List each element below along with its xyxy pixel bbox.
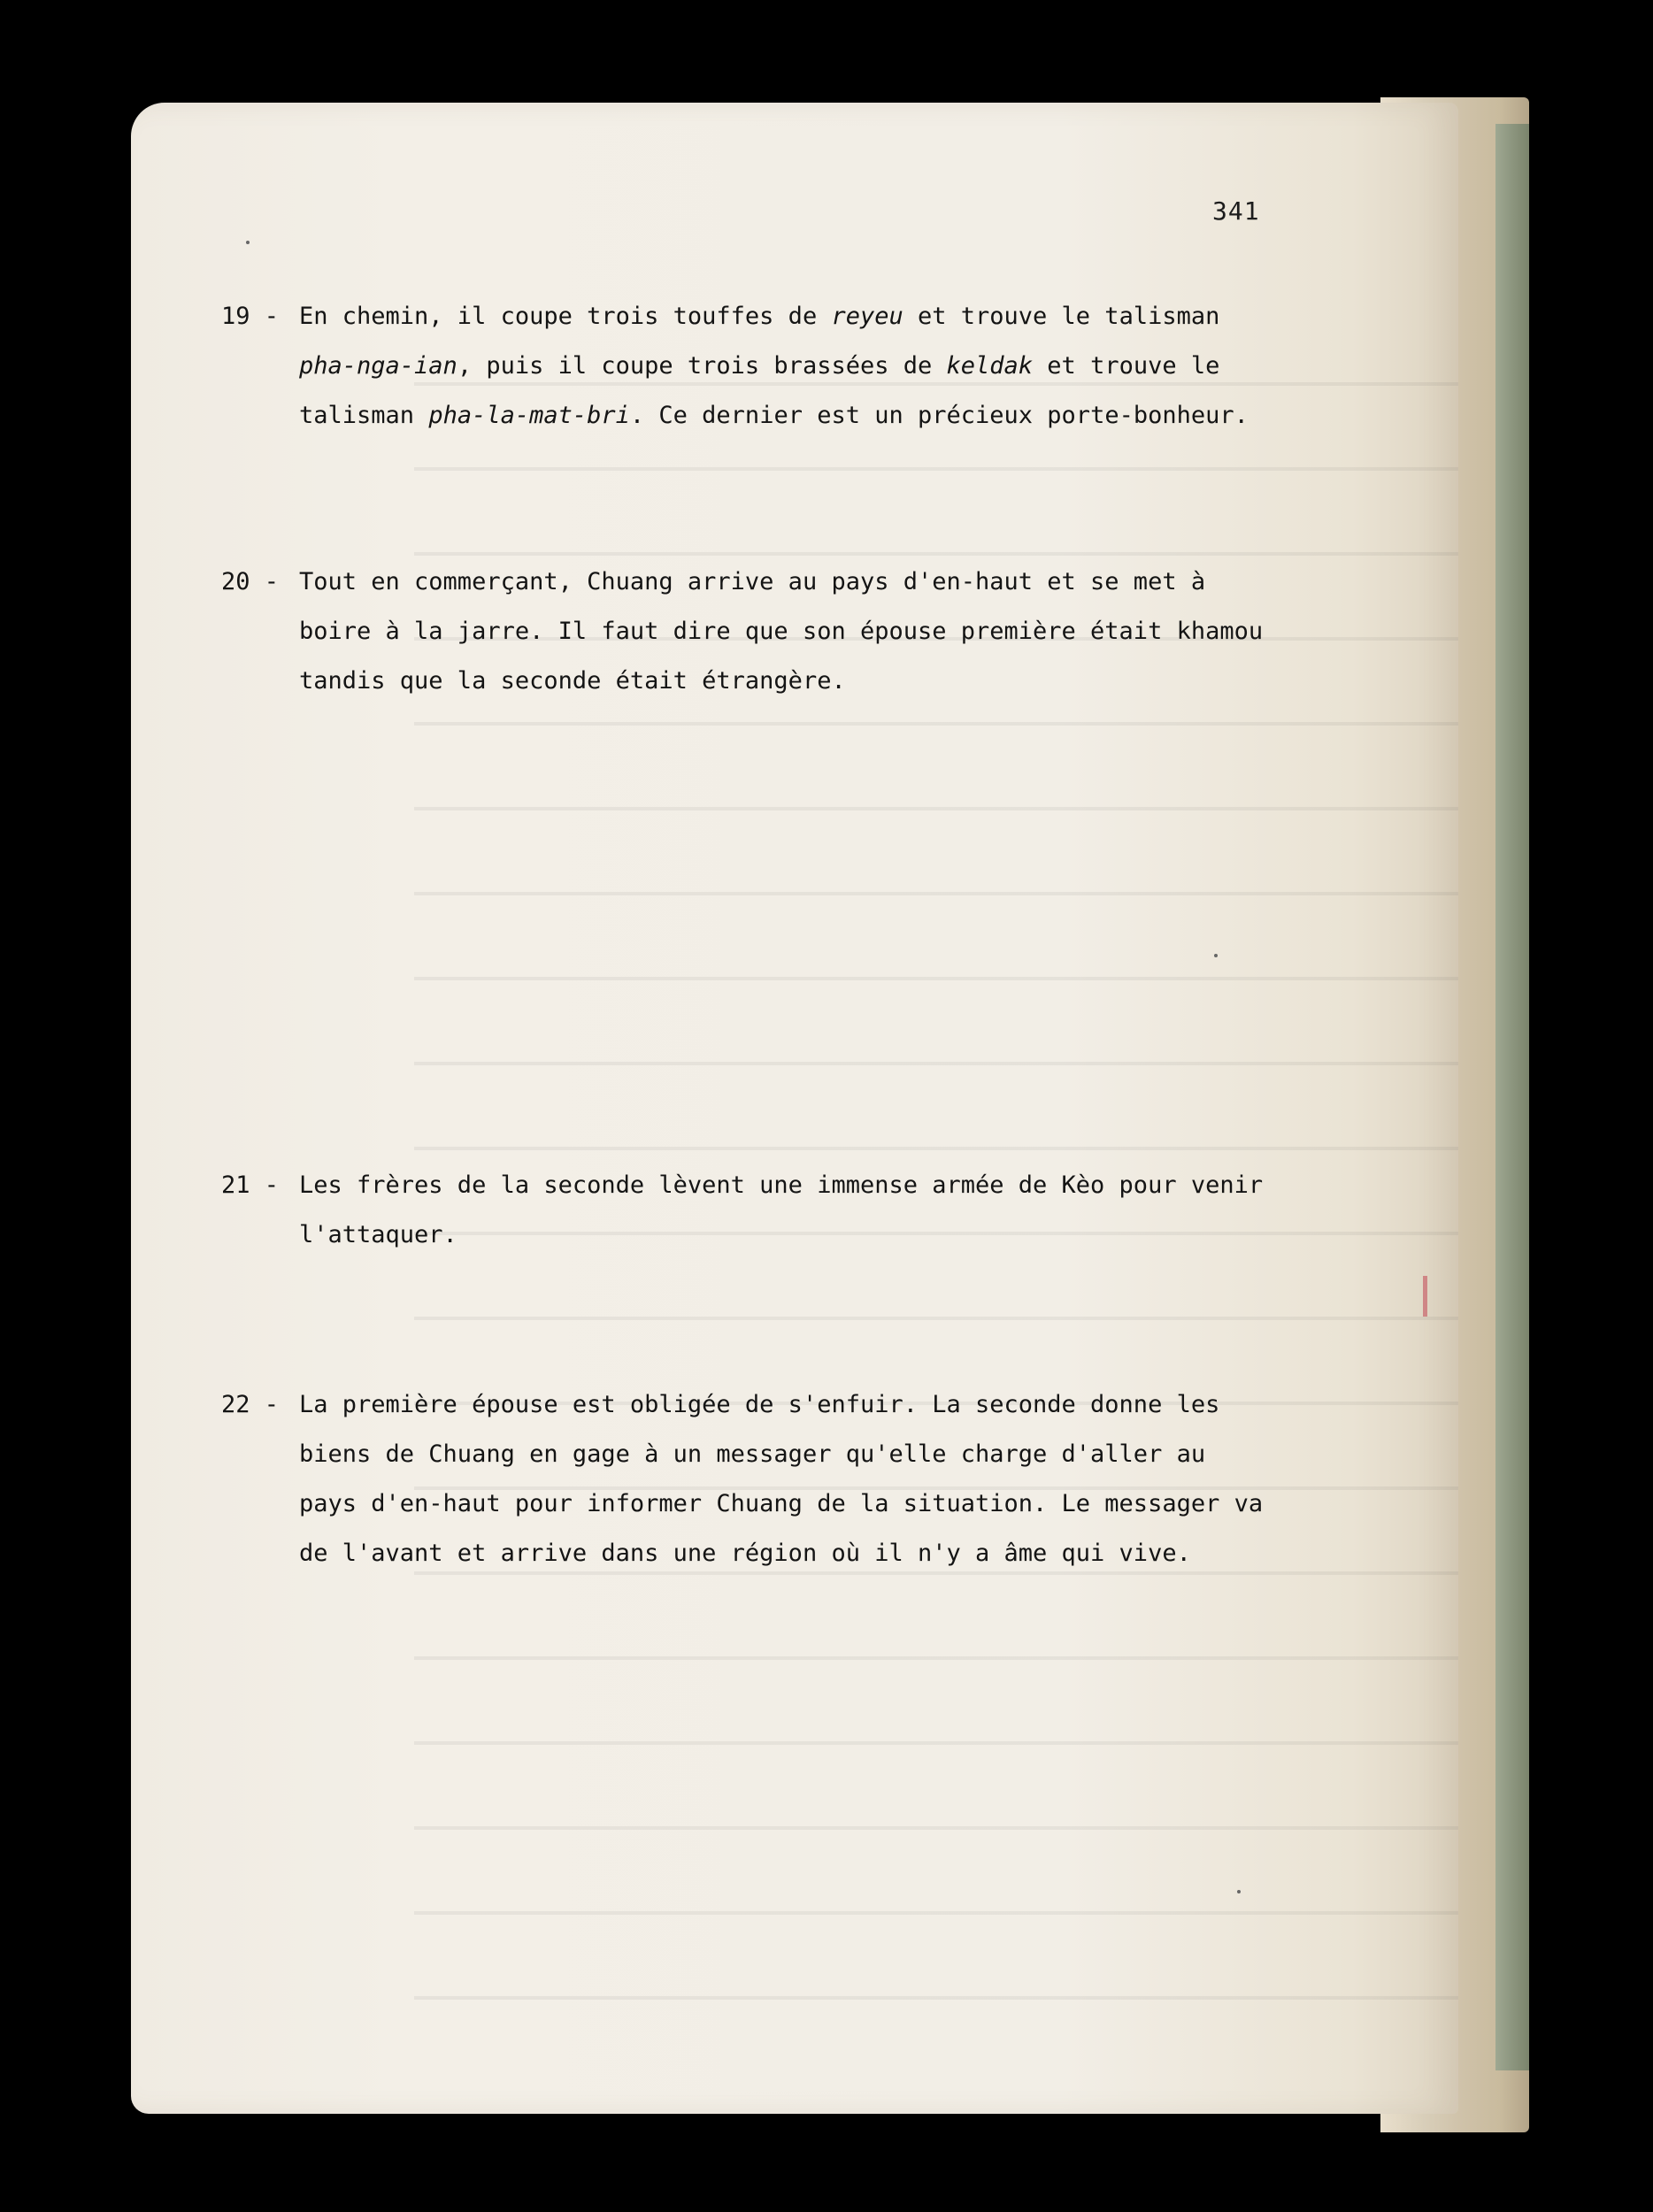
speck [1214, 954, 1218, 957]
entry-line [221, 1529, 1263, 1578]
text-run: biens de Chuang en gage à un messager qu'elle charge d'aller au [299, 1440, 1206, 1468]
italic-term: reyeu [831, 303, 903, 330]
entry-number: 22 - [221, 1391, 280, 1418]
text-run: de l'avant et arrive dans une région où il n'y a âme qui vive. [299, 1540, 1191, 1567]
entry-line [221, 657, 1263, 706]
italic-term: pha-la-mat-bri [428, 402, 630, 429]
page-number: 341 [1212, 196, 1260, 226]
entry-19 [221, 292, 1249, 441]
entry-line [221, 1430, 1263, 1479]
entry-line [221, 342, 1249, 391]
text-run: tandis que la seconde était étrangère. [299, 667, 846, 695]
speck [246, 241, 250, 244]
italic-term: pha-nga-ian [299, 352, 457, 380]
entry-22 [221, 1380, 1263, 1578]
text-run: Tout en commerçant, Chuang arrive au pays d'en-haut et se met à [299, 568, 1206, 595]
speck [1237, 1890, 1241, 1893]
entry-line [221, 1161, 1263, 1210]
entry-number: 21 - [221, 1171, 280, 1199]
entry-line [221, 1380, 1263, 1430]
text-run: En chemin, il coupe trois touffes de [299, 303, 832, 330]
entry-20 [221, 557, 1263, 706]
text-run: boire à la jarre. Il faut dire que son épouse première était khamou [299, 618, 1264, 645]
text-run: , puis il coupe trois brassées de [457, 352, 947, 380]
text-run: et trouve le talisman [903, 303, 1220, 330]
entry-line [221, 391, 1249, 441]
entry-line [221, 1479, 1263, 1529]
text-run: . Ce dernier est un précieux porte-bonheur. [629, 402, 1249, 429]
text-run: pays d'en-haut pour informer Chuang de la situation. Le messager va [299, 1490, 1264, 1517]
entry-line [221, 1210, 1263, 1260]
italic-term: keldak [946, 352, 1034, 380]
entry-21 [221, 1161, 1263, 1260]
book-cover-edge [1495, 124, 1529, 2070]
text-run: l'attaquer. [299, 1221, 457, 1248]
entry-line [221, 607, 1263, 657]
entry-line [221, 292, 1249, 342]
text-run: et trouve le [1033, 352, 1220, 380]
red-margin-mark [1423, 1276, 1427, 1317]
entry-number: 20 - [221, 568, 280, 595]
text-run: Les frères de la seconde lèvent une immense armée de Kèo pour venir [299, 1171, 1264, 1199]
text-run: talisman [299, 402, 429, 429]
text-run: La première épouse est obligée de s'enfuir. La seconde donne les [299, 1391, 1220, 1418]
entry-line [221, 557, 1263, 607]
entry-number: 19 - [221, 303, 280, 330]
